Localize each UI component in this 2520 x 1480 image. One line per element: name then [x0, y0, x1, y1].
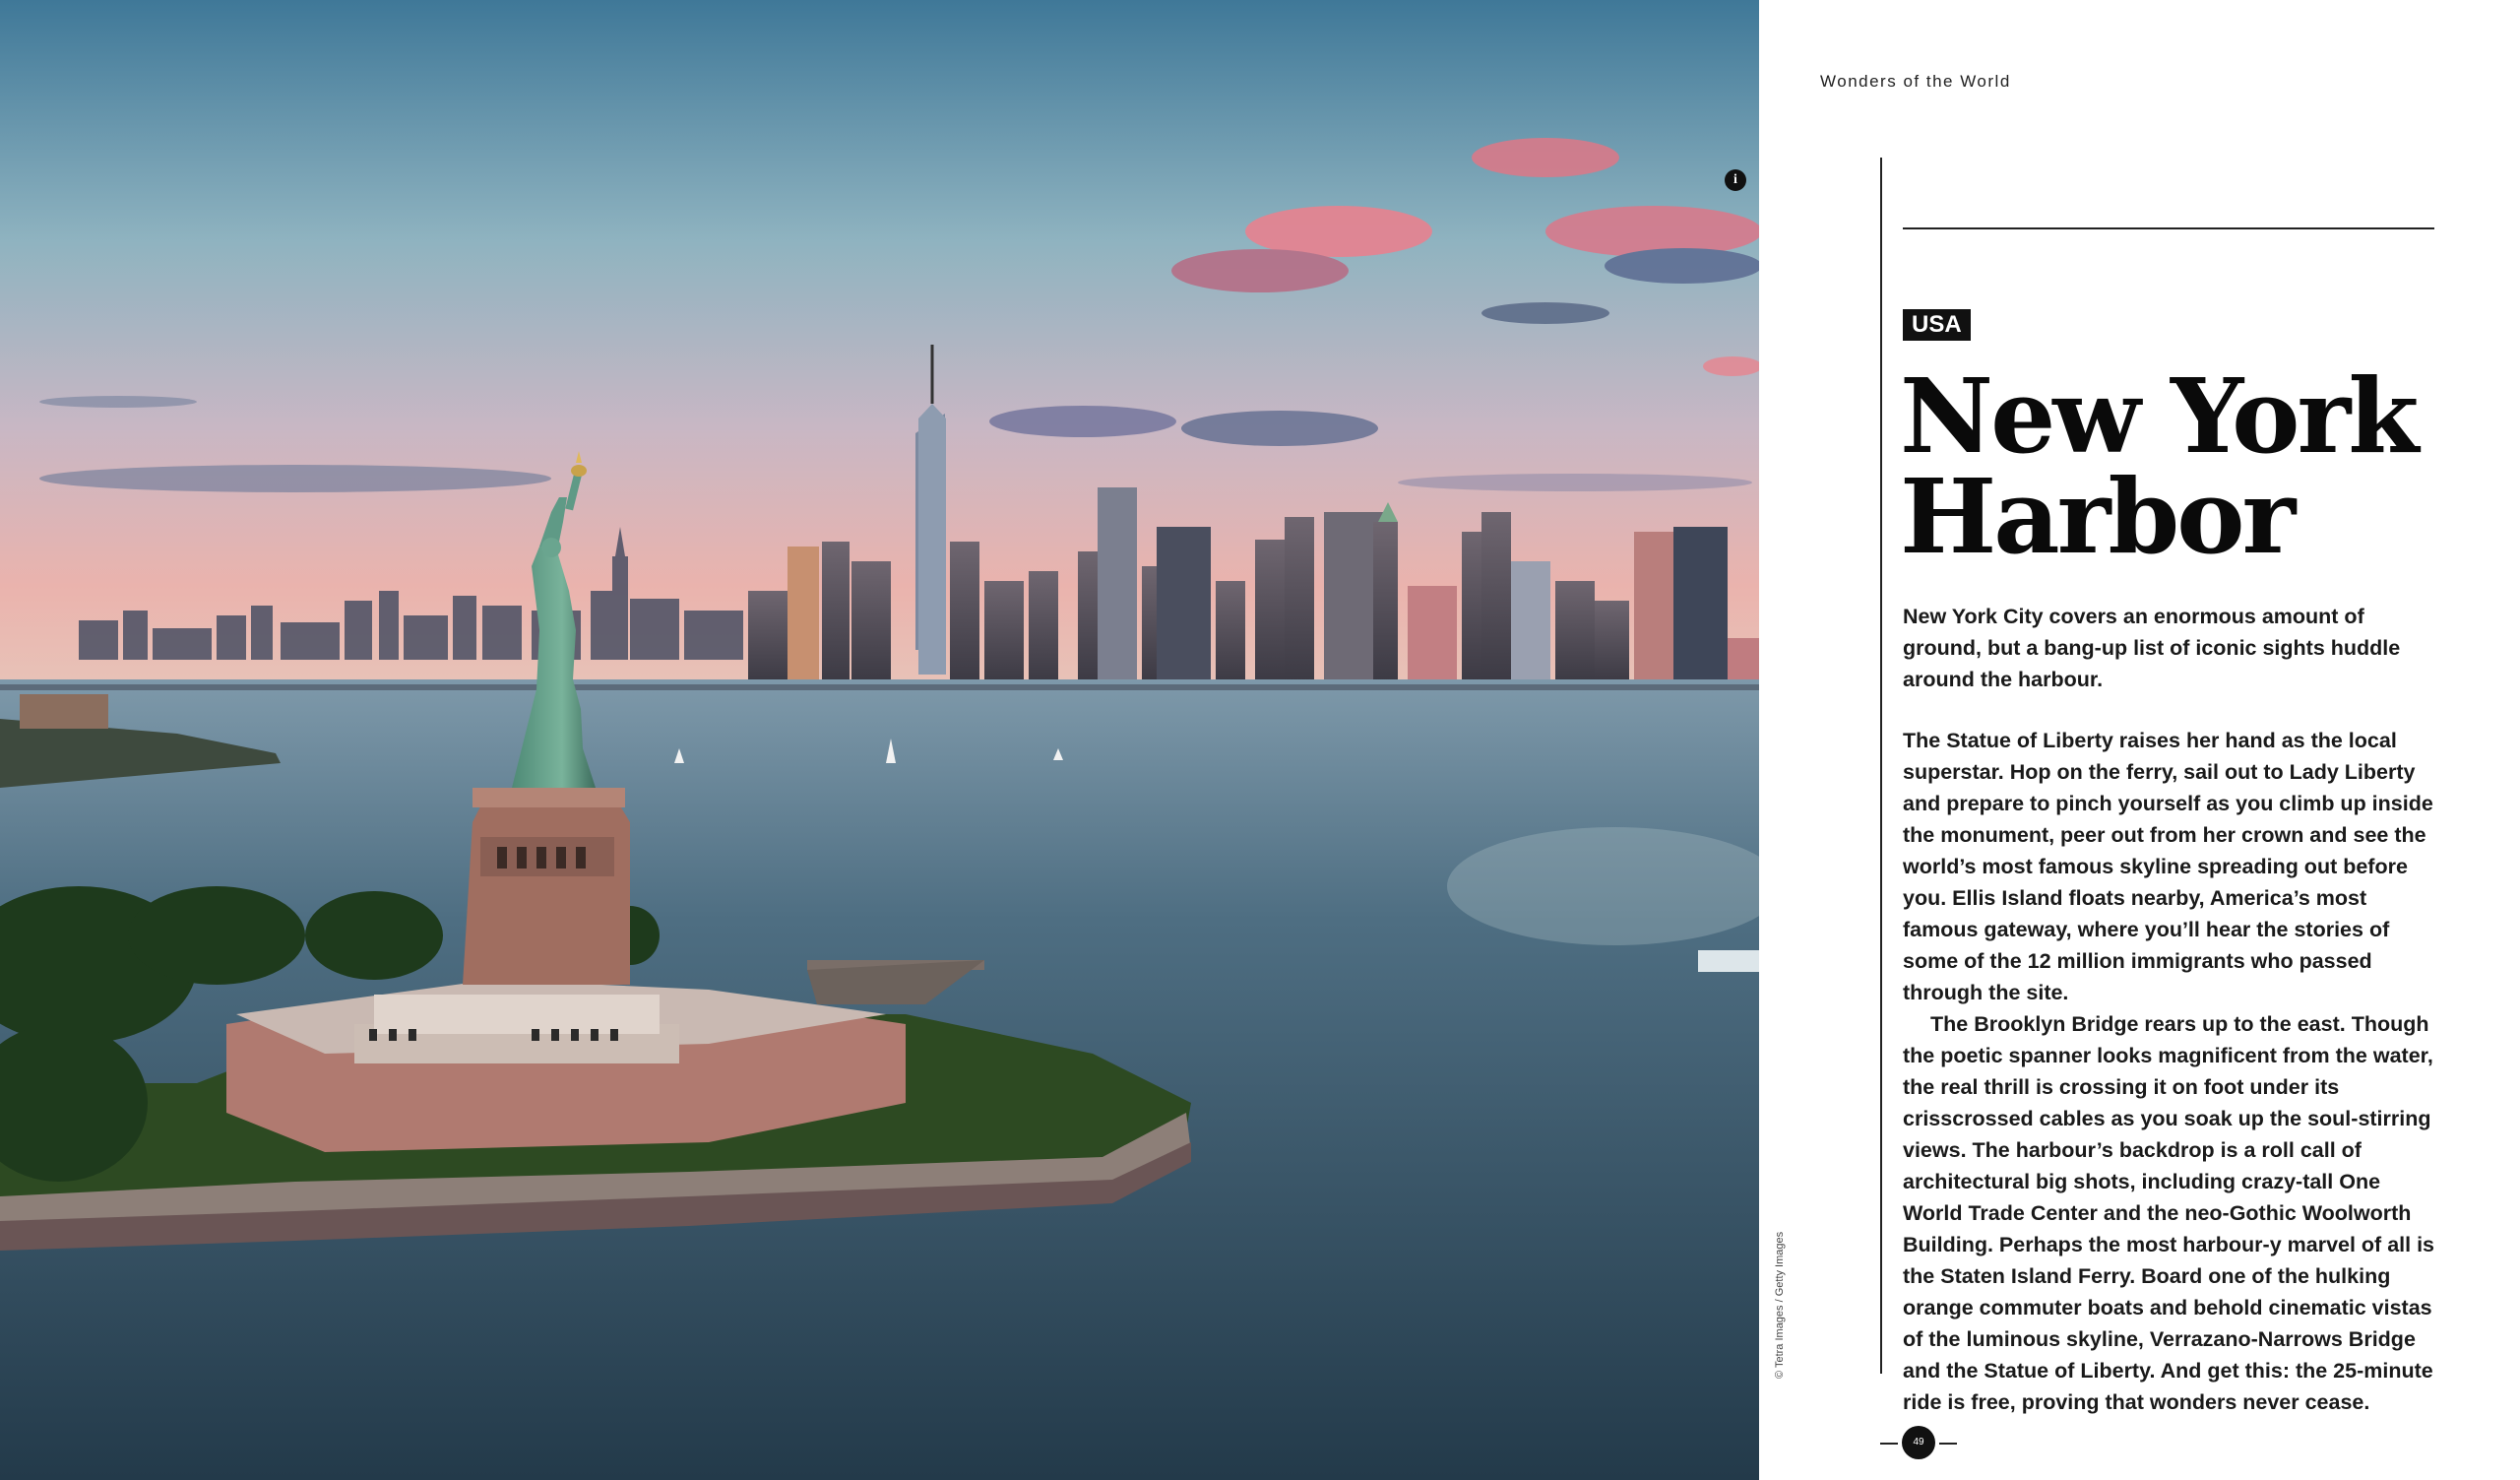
page-number-badge: 49: [1902, 1426, 1935, 1459]
photo-credit: © Tetra Images / Getty Images: [1774, 1231, 1786, 1379]
title-line-1: New York: [1900, 355, 2417, 477]
page-number: [1880, 1426, 1959, 1459]
horizontal-rule: [1903, 227, 2434, 229]
info-icon: i: [1725, 169, 1746, 191]
article-title: [1900, 355, 2490, 577]
folio-line-right: [1939, 1443, 1957, 1445]
title-line-2: Harbor: [1900, 456, 2294, 577]
article-body: [1903, 601, 2434, 1418]
country-tag: USA: [1903, 309, 1971, 341]
body-paragraph-1: The Statue of Liberty raises her hand as the local superstar. Hop on the ferry, sail out to Lady Liberty and prepare to pinch yourself as you climb up inside the monument, peer out from her crown and see the world’s most famous skyline spreading out before you. Ellis Island floats nearby, America’s most famous gateway, where you’ll hear the stories of some of the 12 million immigrants who passed through the site.: [1903, 729, 2433, 1004]
lead-paragraph: New York City covers an enormous amount of ground, but a bang-up list of iconic sights huddle around the harbour.: [1903, 605, 2401, 691]
vertical-rule: [1880, 158, 1882, 1374]
body-paragraph-2: The Brooklyn Bridge rears up to the east. Though the poetic spanner looks magnificent from the water, the real thrill is crossing it on foot under its crisscrossed cables as you soak up the soul-stirring views. The harbour’s backdrop is a roll call of architectural big shots, including crazy-tall One World Trade Center and the neo-Gothic Woolworth Building. Perhaps the most harbour-y marvel of all is the Staten Island Ferry. Board one of the hulking orange commuter boats and behold cinematic vistas of the luminous skyline, Verrazano-Narrows Bridge and the Statue of Liberty. And get this: the 25-minute ride is free, proving that wonders never cease.: [1903, 1012, 2434, 1414]
folio-line-left: [1880, 1443, 1898, 1445]
running-head: Wonders of the World: [1820, 72, 2011, 91]
